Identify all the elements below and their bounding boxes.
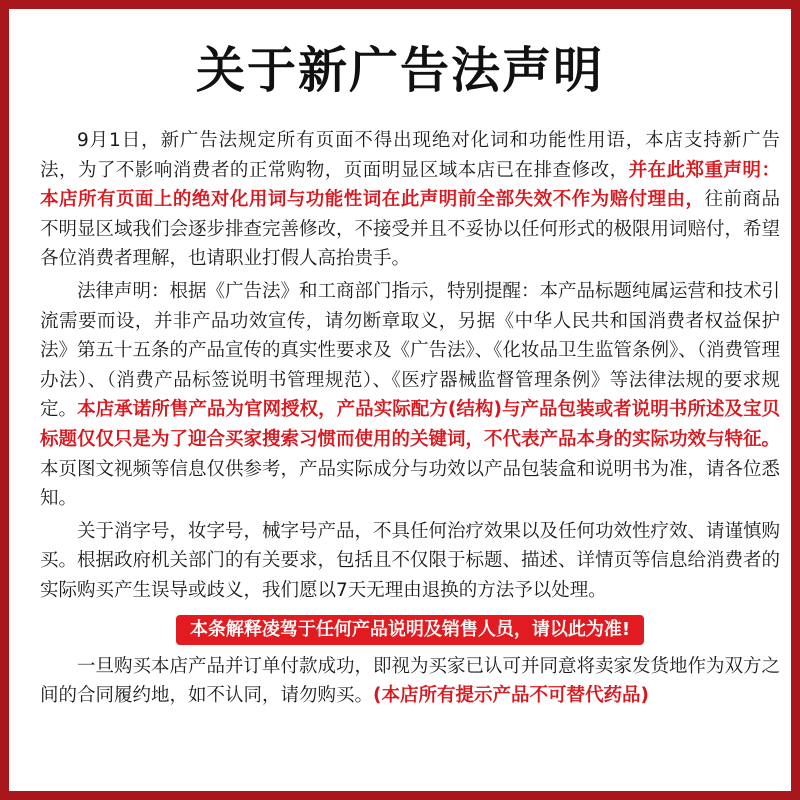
- paragraph-license-products: [40, 517, 780, 606]
- paragraph-contract: [40, 652, 780, 711]
- statement-body: [40, 126, 780, 711]
- highlight-text: 并在此郑重声明：本店所有页面上的绝对化用词与功能性词在此声明前全部失效不作为赔付理由，: [40, 159, 780, 211]
- paragraph-text: 往前商品不明显区域我们会逐步排查完善修改，不接受并且不妥协以任何形式的极限用词赔付，希望各位消费者理解，也请职业打假人高抬贵手。: [40, 189, 781, 270]
- paragraph-text: 一旦购买本店产品并订单付款成功，即视为买家已认可并同意将卖家发货地作为双方之间的合同履约地，如不认同，请勿购买。: [40, 655, 781, 707]
- paragraph-new-ad-law: [40, 126, 780, 274]
- paragraph-text: 关于消字号，妆字号，械字号产品，不具任何治疗效果以及任何功效性疗效、请谨慎购买。根据政府机关部门的有关要求，包括且不仅限于标题、描述、详情页等信息给消费者的实际购买产生误导或歧义，我们愿以7天无理由退换的方法予以处理。: [40, 520, 781, 601]
- highlight-text: 本店承诺所售产品为官网授权，产品实际配方(结构)与产品包装或者说明书所述及宝贝标题仅仅只是为了迎合买家搜索习惯而使用的关键词，不代表产品本身的实际功效与特征。: [40, 399, 781, 450]
- banner-wrapper: [40, 615, 780, 645]
- interpretation-banner: 本条解释凌驾于任何产品说明及销售人员，请以此为准!: [176, 615, 644, 645]
- paragraph-text: 9月1日，新广告法规定所有页面不得出现绝对化词和功能性用语，本店支持新广告法，为了不影响消费者的正常购物，页面明显区域本店已在排查修改，: [40, 130, 780, 181]
- paragraph-text: 法律声明：根据《广告法》和工商部门指示，特别提醒：本产品标题纯属运营和技术引流需要而设，并非产品功效宣传，请勿断章取义，另据《中华人民共和国消费者权益保护法》第五十五条的产品宣传的真实性要求及《广告法》、《化妆品卫生监管条例》、（消费管理办法）、（消费产品标签说明书管理规范）、《医疗器械监督管理条例》等法律法规的要求规定。: [40, 280, 781, 421]
- paragraph-legal-statement: [40, 277, 780, 514]
- highlight-text: (本店所有提示产品不可替代药品): [373, 685, 649, 707]
- paragraph-text: 本页图文视频等信息仅供参考，产品实际成分与功效以产品包装盒和说明书为准，请各位悉知。: [40, 458, 781, 510]
- page-title: 关于新广告法声明: [195, 42, 604, 99]
